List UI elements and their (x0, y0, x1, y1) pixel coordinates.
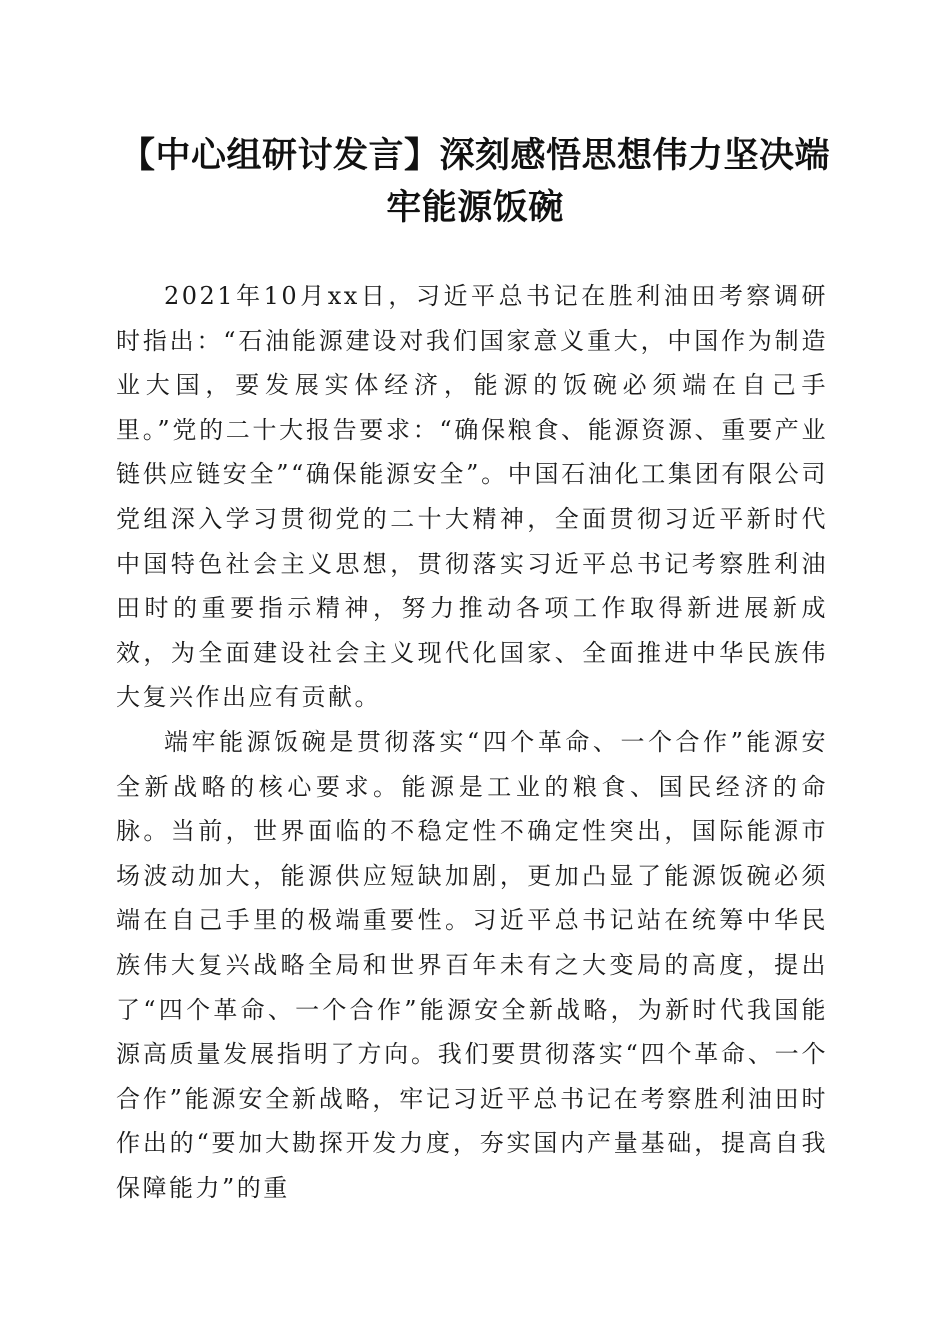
paragraph-1: 2021年10月xx日，习近平总书记在胜利油田考察调研时指出：“石油能源建设对我们国家意义重大，中国作为制造业大国，要发展实体经济，能源的饭碗必须端在自己手里。”党的二十大报告要求：“确保粮食、能源资源、重要产业链供应链安全”“确保能源安全”。中国石油化工集团有限公司党组深入学习贯彻党的二十大精神，全面贯彻习近平新时代中国特色社会主义思想，贯彻落实习近平总书记考察胜利油田时的重要指示精神，努力推动各项工作取得新进展新成效，为全面建设社会主义现代化国家、全面推进中华民族伟大复兴作出应有贡献。 (116, 282, 828, 712)
document-title: 【中心组研讨发言】深刻感悟思想伟力坚决端牢能源饭碗 (119, 135, 830, 228)
document-body (116, 274, 828, 1210)
paragraph-2: 端牢能源饭碗是贯彻落实“四个革命、一个合作”能源安全新战略的核心要求。能源是工业的粮食、国民经济的命脉。当前，世界面临的不稳定性不确定性突出，国际能源市场波动加大，能源供应短缺加剧，更加凸显了能源饭碗必须端在自己手里的极端重要性。习近平总书记站在统筹中华民族伟大复兴战略全局和世界百年未有之大变局的高度，提出了“四个革命、一个合作”能源安全新战略，为新时代我国能源高质量发展指明了方向。我们要贯彻落实“四个革命、一个合作”能源安全新战略，牢记习近平总书记在考察胜利油田时作出的“要加大勘探开发力度，夯实国内产量基础，提高自我保障能力”的重 (116, 727, 828, 1202)
